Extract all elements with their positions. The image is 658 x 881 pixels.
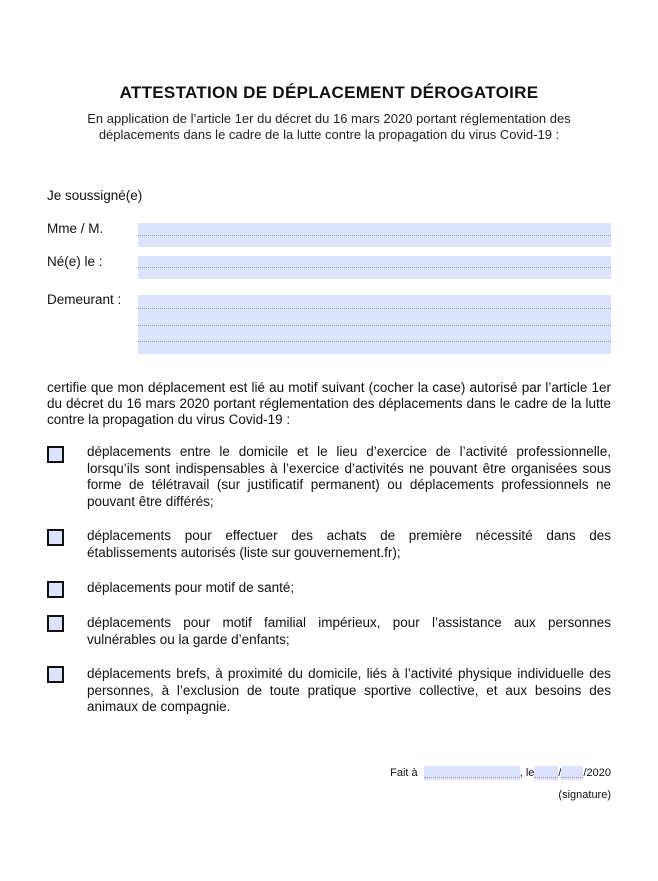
month-field[interactable] bbox=[561, 766, 583, 780]
signature-label: (signature) bbox=[558, 789, 611, 801]
field-dotted-line bbox=[138, 308, 611, 309]
birth-label: Né(e) le : bbox=[47, 254, 103, 269]
option-professional: déplacements entre le domicile et le lieu d’exercice de l’activité professionnelle, lorsqu’ils sont indispensables à l’exercice d’activités ne pouvant être organisées sous forme de télétravail (sur justificatif permanent) ou déplacements professionnels ne pouvant être différés; bbox=[87, 444, 611, 509]
field-dotted-line bbox=[424, 777, 520, 778]
subtitle-line-2: déplacements dans le cadre de la lutte contre la propagation du virus Covid-19 : bbox=[98, 127, 560, 142]
field-dotted-line bbox=[138, 325, 611, 326]
option-purchases: déplacements pour effectuer des achats de première nécessité dans des établissements autorisés (liste sur gouvernement.fr); bbox=[87, 528, 611, 560]
year-suffix: /2020 bbox=[583, 766, 611, 779]
fait-a-label: Fait à bbox=[390, 766, 418, 779]
page-title: ATTESTATION DE DÉPLACEMENT DÉROGATOIRE bbox=[119, 83, 539, 102]
page-subtitle bbox=[40, 111, 618, 143]
intro-label: Je soussigné(e) bbox=[47, 188, 143, 203]
checkbox-purchases[interactable] bbox=[47, 529, 64, 546]
option-health: déplacements pour motif de santé; bbox=[87, 580, 295, 595]
name-label: Mme / M. bbox=[47, 221, 104, 236]
place-field[interactable] bbox=[424, 766, 520, 780]
option-exercise: déplacements brefs, à proximité du domicile, liés à l’activité physique individuelle des personnes, à l’exclusion de toute pratique sportive collective, et aux besoins des animaux de compagnie. bbox=[87, 666, 611, 714]
address-label: Demeurant : bbox=[47, 292, 122, 307]
checkbox-professional[interactable] bbox=[47, 446, 64, 463]
certify-text: certifie que mon déplacement est lié au motif suivant (cocher la case) autorisé par l’article 1er du décret du 16 mars 2020 portant réglementation des déplacements dans le cadre de la lutte contre la propagation du virus Covid-19 : bbox=[47, 380, 611, 427]
checkbox-exercise[interactable] bbox=[47, 666, 64, 683]
le-label: , le bbox=[519, 766, 535, 779]
day-field[interactable] bbox=[534, 766, 558, 780]
field-dotted-line bbox=[561, 777, 583, 778]
name-field[interactable] bbox=[138, 223, 611, 247]
checkbox-family[interactable] bbox=[47, 615, 64, 632]
field-dotted-line bbox=[138, 235, 611, 236]
date-separator: / bbox=[558, 766, 562, 779]
address-field[interactable] bbox=[138, 295, 611, 354]
birth-date-field[interactable] bbox=[138, 256, 611, 279]
signature-line bbox=[390, 766, 611, 780]
option-family: déplacements pour motif familial impérieux, pour l’assistance aux personnes vulnérables ou la garde d’enfants; bbox=[87, 615, 611, 647]
field-dotted-line bbox=[138, 267, 611, 268]
field-dotted-line bbox=[534, 777, 558, 778]
field-dotted-line bbox=[138, 341, 611, 342]
subtitle-line-1: En application de l’article 1er du décret du 16 mars 2020 portant réglementation des bbox=[87, 111, 571, 126]
checkbox-health[interactable] bbox=[47, 581, 64, 598]
